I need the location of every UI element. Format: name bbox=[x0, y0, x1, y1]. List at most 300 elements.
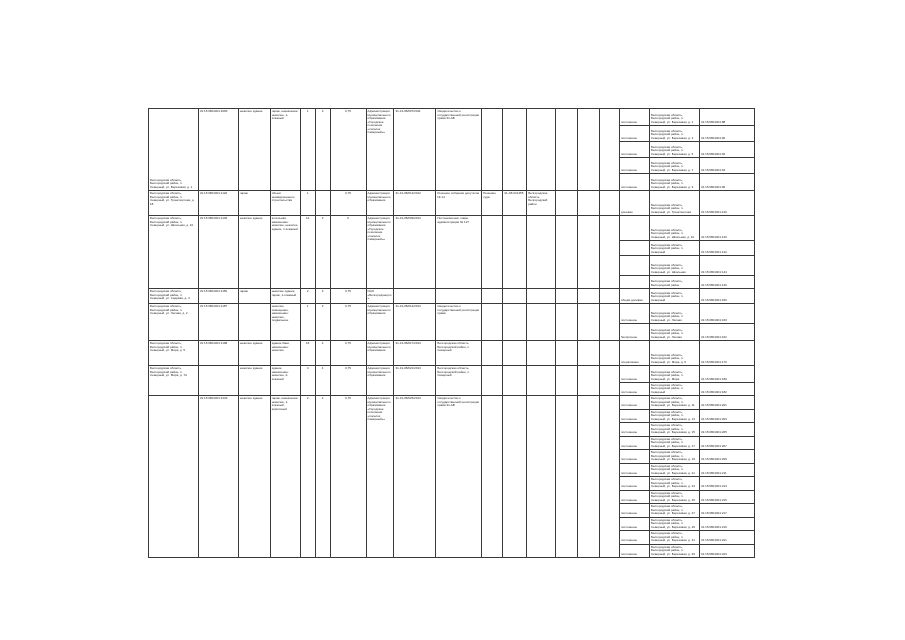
cell-text: 31:15:0801001:213 bbox=[700, 484, 727, 488]
right-type-cell bbox=[620, 491, 650, 505]
cell-text: Администрация муниципального образования «Городское поселение «поселок Северный»» bbox=[367, 109, 391, 134]
right-type-cell bbox=[620, 174, 650, 191]
cell-text: Белгородская область, Белгородский район bbox=[528, 191, 548, 206]
right-address-cell bbox=[650, 504, 700, 518]
cell-text: постоянное bbox=[620, 376, 638, 381]
cell-text: постоянное bbox=[620, 184, 638, 189]
cell-text: Белгородская область, Белгородский район, п. Северный, ул. Березовая, д. 15 bbox=[650, 423, 695, 434]
cell-text: Белгородская область, Белгородский район, п. Северный bbox=[650, 290, 684, 302]
category-cell bbox=[316, 191, 331, 216]
coefficient-cell bbox=[331, 396, 367, 558]
right-type-cell bbox=[620, 341, 650, 366]
floors-cell bbox=[301, 191, 316, 216]
holder-cell bbox=[367, 289, 395, 304]
extra-field-2-cell bbox=[503, 191, 527, 216]
right-entry bbox=[620, 531, 755, 545]
extra-field-4-cell bbox=[556, 289, 578, 304]
extra-field-3-cell bbox=[527, 396, 556, 558]
cell-text: нежилое здание bbox=[239, 341, 263, 345]
right-entry bbox=[620, 383, 755, 396]
right-type-cell bbox=[620, 256, 650, 276]
address-cell bbox=[149, 216, 199, 289]
right-type-cell bbox=[620, 304, 650, 324]
right-cadastral-cell bbox=[700, 383, 755, 396]
right-type-cell bbox=[620, 423, 650, 437]
object-type-cell bbox=[239, 304, 271, 341]
cell-text: объект незавершенного строительства bbox=[271, 191, 295, 202]
cell-text: 0,75 bbox=[345, 396, 351, 400]
right-address-cell bbox=[650, 423, 700, 437]
right-type-cell bbox=[620, 289, 650, 304]
right-type-cell bbox=[620, 545, 650, 559]
cell-text: 31:15:0801001:146 bbox=[700, 282, 727, 287]
category-cell bbox=[316, 366, 331, 396]
right-entry bbox=[620, 256, 755, 276]
cell-text: 31:15:0801001:217 bbox=[700, 511, 727, 515]
address-cell bbox=[149, 191, 199, 216]
right-cadastral-cell bbox=[700, 142, 755, 158]
basis-document-cell bbox=[436, 289, 482, 304]
right-type-cell bbox=[620, 437, 650, 451]
cell-text: 31:15:0801001:90 bbox=[700, 135, 726, 140]
cadastral-number-cell bbox=[199, 216, 239, 289]
right-address-cell bbox=[650, 410, 700, 424]
floors-cell bbox=[301, 366, 316, 396]
cell-text: 31:15:0801001:215 bbox=[700, 497, 727, 502]
right-address-cell bbox=[650, 304, 700, 324]
holder-cell bbox=[367, 341, 395, 366]
right-type-cell bbox=[620, 276, 650, 289]
cell-text: 31:15:0801001:205 bbox=[700, 430, 727, 434]
cell-text: 12 bbox=[305, 216, 310, 220]
cell-text: Белгородская область, Белгородский район, п. Северный, ул. Березовая, д. 13 bbox=[650, 409, 695, 421]
cell-text: 31:15:0801001:1120 bbox=[199, 191, 228, 195]
cadastral-number-cell bbox=[199, 191, 239, 216]
cell-text: 31:15:0801001:221 bbox=[700, 538, 727, 542]
registration-number-cell bbox=[394, 109, 436, 191]
cell-text: оперативное bbox=[620, 359, 639, 364]
coefficient-cell bbox=[331, 304, 367, 341]
right-cadastral-cell bbox=[700, 109, 755, 126]
extra-field-5-cell bbox=[578, 304, 600, 341]
extra-field-4-cell bbox=[556, 341, 578, 366]
floors-cell bbox=[301, 396, 316, 558]
rights-group bbox=[620, 216, 755, 289]
right-type-cell bbox=[620, 109, 650, 126]
extra-field-2-cell bbox=[503, 289, 527, 304]
cell-text: 31-31-08/017/2013 bbox=[395, 341, 421, 345]
right-cadastral-cell bbox=[700, 241, 755, 256]
cell-text: 31-31-08/009/2013 bbox=[395, 216, 421, 220]
cell-text: Белгородская область, Белгородский район, п. Северный, ул. Березовая, д. 17 bbox=[650, 436, 695, 448]
holder-cell bbox=[367, 304, 395, 341]
category-cell bbox=[316, 216, 331, 289]
cell-text: 31:15:0801001:209 bbox=[700, 457, 727, 461]
right-entry bbox=[620, 477, 755, 491]
basis-document-cell bbox=[436, 366, 482, 396]
holder-cell bbox=[367, 109, 395, 191]
right-entry bbox=[620, 491, 755, 505]
right-type-cell bbox=[620, 241, 650, 256]
cell-text: Белгородская область, Белгородский район, п. Северный, ул. Березовая, д. 29 bbox=[650, 517, 695, 529]
object-description-cell bbox=[271, 289, 301, 304]
cell-text: 31:15:0801001:92 bbox=[700, 151, 726, 156]
right-address-cell bbox=[650, 450, 700, 464]
cell-text: 31-АБ 021455 bbox=[504, 191, 524, 195]
right-address-cell bbox=[650, 464, 700, 478]
cell-text: 1 bbox=[306, 191, 309, 195]
right-entry bbox=[620, 142, 755, 158]
extra-field-2-cell bbox=[503, 366, 527, 396]
right-type-cell bbox=[620, 126, 650, 142]
right-entry bbox=[620, 341, 755, 366]
cell-text: постоянное bbox=[620, 497, 638, 502]
cell-text: долевая bbox=[620, 209, 633, 214]
registration-number-cell bbox=[394, 304, 436, 341]
rights-group bbox=[620, 191, 755, 216]
cell-text: постоянное bbox=[620, 551, 638, 556]
right-type-cell bbox=[620, 504, 650, 518]
cell-text: 31:15:0801001:201 bbox=[700, 403, 727, 407]
right-entry bbox=[620, 158, 755, 174]
cell-text: 31:15:0801001:142 bbox=[700, 249, 727, 254]
extra-field-2-cell bbox=[503, 396, 527, 558]
cell-text: Белгородская область, Белгородский район, п. Северный bbox=[437, 366, 470, 377]
cell-text: гараж, назначение: нежилое, 1-этажный, кирпичный bbox=[271, 396, 299, 411]
holder-cell bbox=[367, 216, 395, 289]
cell-text: Белгородская область, Белгородский район, п. Северный, ул. Транспортная bbox=[650, 202, 692, 214]
right-cadastral-cell bbox=[700, 256, 755, 276]
cell-text: нежилое здание bbox=[239, 216, 263, 220]
cell-text: Постановление главы администрации № 127 bbox=[437, 216, 470, 224]
cell-text: 31:15:0801001:160 bbox=[700, 317, 727, 322]
cell-text: 31:15:0801001:1083 bbox=[199, 109, 228, 113]
cell-text: 31:15:0801001:162 bbox=[700, 334, 727, 339]
basis-document-cell bbox=[436, 109, 482, 191]
cell-text: Белгородская область, Белгородский район, п. Северный, ул. Мира, д. 5 bbox=[150, 341, 186, 352]
cell-text: постоянное bbox=[620, 119, 638, 124]
cell-text: Белгородская область, Белгородский район, п. Северный, ул. Школьная, д. 10 bbox=[650, 227, 695, 239]
extra-field-2-cell bbox=[503, 216, 527, 289]
right-cadastral-cell bbox=[700, 304, 755, 324]
object-description-cell bbox=[271, 366, 301, 396]
right-entry bbox=[620, 304, 755, 324]
cell-text: Белгородская область, Белгородский район, п. Северный, ул. Мира bbox=[650, 369, 684, 381]
cell-text: Белгородская область, Белгородский район, п. Северный, ул. Лесная bbox=[650, 327, 684, 339]
extra-field-6-cell bbox=[600, 366, 620, 396]
cell-text: 31:15:0801001:96 bbox=[700, 184, 726, 189]
extra-field-1-cell bbox=[482, 109, 503, 191]
cell-text: здание, назначение: нежилое, 2-этажный bbox=[271, 366, 289, 381]
cell-text: Администрация муниципального образования bbox=[367, 366, 391, 377]
cell-text: Белгородская область, Белгородский район, п. Северный, ул. Березовая, д. 21 bbox=[650, 463, 695, 475]
object-description-cell bbox=[271, 304, 301, 341]
cell-text: нежилое здание, гараж, 1-этажный bbox=[271, 289, 297, 297]
right-entry bbox=[620, 545, 755, 559]
cell-text: Свидетельство о государственной регистрации права 31-АБ bbox=[437, 109, 480, 120]
extra-field-3-cell bbox=[527, 191, 556, 216]
right-entry bbox=[620, 276, 755, 289]
cell-text: 31-31-08/007/2011 bbox=[395, 109, 421, 113]
cell-text: Белгородская область, Белгородский район, п. Северный, ул. Березовая, д. 7 bbox=[650, 160, 694, 172]
right-entry bbox=[620, 191, 755, 216]
cell-text: Белгородская область, Белгородский район, п. Северный, ул. Лесная, д. 2 bbox=[150, 304, 188, 315]
table-row bbox=[149, 304, 755, 341]
extra-field-6-cell bbox=[600, 109, 620, 191]
object-type-cell bbox=[239, 366, 271, 396]
cell-text: 31-31-08/012/2012 bbox=[395, 191, 421, 195]
rights-group bbox=[620, 289, 755, 304]
cell-text: Белгородская область, Белгородский район, п. Северный, ул. Березовая, д. 9 bbox=[650, 177, 694, 189]
address-cell bbox=[149, 366, 199, 396]
object-description-cell bbox=[271, 396, 301, 558]
extra-field-3-cell bbox=[527, 216, 556, 289]
right-address-cell bbox=[650, 289, 700, 304]
right-entry bbox=[620, 518, 755, 532]
cell-text: 3 bbox=[321, 216, 324, 220]
cell-text: 16 bbox=[305, 341, 310, 345]
cell-text: Белгородская область, Белгородский район, п. Северный, ул. Березовая, д. 1 bbox=[150, 177, 193, 189]
address-cell bbox=[149, 109, 199, 191]
rights-group bbox=[620, 341, 755, 366]
cell-text: постоянное bbox=[620, 470, 638, 475]
cell-text: Администрация муниципального образования «Городское поселение «поселок Северный»» bbox=[367, 216, 391, 241]
right-type-cell bbox=[620, 518, 650, 532]
cell-text: нежилое здание bbox=[239, 366, 263, 370]
registration-number-cell bbox=[394, 216, 436, 289]
right-cadastral-cell bbox=[700, 410, 755, 424]
cell-text: 31-31-08/021/2013 bbox=[395, 366, 421, 370]
cell-text: 2 bbox=[306, 289, 309, 293]
basis-document-cell bbox=[436, 396, 482, 558]
basis-document-cell bbox=[436, 216, 482, 289]
cell-text: 31:15:0801001:180 bbox=[700, 376, 727, 381]
cell-text: Решение собрания депутатов № 14 bbox=[437, 191, 479, 199]
object-description-cell bbox=[271, 341, 301, 366]
cell-text: 4 bbox=[321, 341, 324, 345]
extra-field-1-cell bbox=[482, 396, 503, 558]
category-cell bbox=[316, 341, 331, 366]
right-address-cell bbox=[650, 126, 700, 142]
cell-text: Белгородская область, Белгородский район bbox=[650, 279, 683, 287]
cell-text: Свидетельство о государственной регистрации права 31-АВ bbox=[437, 396, 480, 407]
address-cell bbox=[149, 396, 199, 558]
right-address-cell bbox=[650, 109, 700, 126]
cell-text: Администрация муниципального образования bbox=[367, 191, 391, 202]
cell-text: 31:15:0801001:1146 bbox=[199, 216, 228, 220]
rights-group bbox=[620, 366, 755, 396]
registration-number-cell bbox=[394, 191, 436, 216]
right-address-cell bbox=[650, 383, 700, 396]
extra-field-5-cell bbox=[578, 191, 600, 216]
right-address-cell bbox=[650, 477, 700, 491]
right-address-cell bbox=[650, 216, 700, 241]
object-description-cell bbox=[271, 216, 301, 289]
floors-cell bbox=[301, 341, 316, 366]
cell-text: котельная, назначение: нежилое, нежилое здание, 1-этажный bbox=[271, 216, 298, 231]
cell-text: бессрочное bbox=[620, 334, 638, 339]
cell-text: Белгородская область, Белгородский район, п. Северный, ул. Березовая, д. 31 bbox=[650, 531, 695, 542]
cell-text: 3 bbox=[321, 109, 324, 113]
cell-text: постоянное bbox=[620, 538, 638, 542]
right-cadastral-cell bbox=[700, 216, 755, 241]
right-address-cell bbox=[650, 276, 700, 289]
basis-document-cell bbox=[436, 191, 482, 216]
right-cadastral-cell bbox=[700, 276, 755, 289]
cell-text: гараж, назначение: нежилое, 1-этажный bbox=[271, 109, 299, 120]
right-type-cell bbox=[620, 531, 650, 545]
extra-field-4-cell bbox=[556, 366, 578, 396]
extra-field-2-cell bbox=[503, 304, 527, 341]
cell-text: Белгородская область, Белгородский район, п. Северный, ул. Березовая, д. 33 bbox=[650, 544, 695, 556]
extra-field-6-cell bbox=[600, 304, 620, 341]
extra-field-6-cell bbox=[600, 289, 620, 304]
right-address-cell bbox=[650, 491, 700, 505]
right-type-cell bbox=[620, 142, 650, 158]
right-type-cell bbox=[620, 324, 650, 341]
cell-text: 31:15:0801001:144 bbox=[700, 269, 727, 274]
coefficient-cell bbox=[331, 216, 367, 289]
right-address-cell bbox=[650, 324, 700, 341]
registration-number-cell bbox=[394, 396, 436, 558]
registration-number-cell bbox=[394, 366, 436, 396]
right-entry bbox=[620, 109, 755, 126]
cell-text: 1 bbox=[306, 109, 309, 113]
right-entry bbox=[620, 366, 755, 383]
extra-field-5-cell bbox=[578, 366, 600, 396]
right-entry bbox=[620, 126, 755, 142]
coefficient-cell bbox=[331, 289, 367, 304]
cell-text: постоянное bbox=[620, 443, 638, 448]
right-address-cell bbox=[650, 174, 700, 191]
right-type-cell bbox=[620, 450, 650, 464]
right-entry bbox=[620, 450, 755, 464]
right-address-cell bbox=[650, 341, 700, 366]
right-entry bbox=[620, 241, 755, 256]
right-cadastral-cell bbox=[700, 158, 755, 174]
cell-text: 31:15:0801001:88 bbox=[700, 119, 726, 124]
basis-document-cell bbox=[436, 341, 482, 366]
registration-number-cell bbox=[394, 341, 436, 366]
floors-cell bbox=[301, 304, 316, 341]
cell-text: постоянное bbox=[620, 403, 638, 407]
property-register-table bbox=[148, 108, 755, 558]
right-cadastral-cell bbox=[700, 174, 755, 191]
registration-number-cell bbox=[394, 289, 436, 304]
cell-text: 31:15:0801001:1203 bbox=[199, 396, 228, 400]
extra-field-1-cell bbox=[482, 289, 503, 304]
right-address-cell bbox=[650, 158, 700, 174]
table-row bbox=[149, 289, 755, 304]
cell-text: 31:15:0801001:1198 bbox=[199, 341, 228, 345]
object-type-cell bbox=[239, 216, 271, 289]
cell-text: Администрация муниципального образования bbox=[367, 341, 391, 352]
right-type-cell bbox=[620, 410, 650, 424]
cell-text: постоянное bbox=[620, 151, 638, 156]
extra-field-4-cell bbox=[556, 304, 578, 341]
cell-text: постоянное bbox=[620, 389, 638, 394]
right-cadastral-cell bbox=[700, 423, 755, 437]
right-address-cell bbox=[650, 545, 700, 559]
extra-field-3-cell bbox=[527, 289, 556, 304]
cell-text: 31:15:0801001:223 bbox=[700, 551, 727, 556]
cell-text: 31:15:0801001:211 bbox=[700, 470, 727, 475]
rights-group bbox=[620, 109, 755, 191]
right-entry bbox=[620, 464, 755, 478]
cell-text: 4 bbox=[306, 366, 309, 370]
coefficient-cell bbox=[331, 191, 367, 216]
object-type-cell bbox=[239, 191, 271, 216]
extra-field-4-cell bbox=[556, 396, 578, 558]
object-type-cell bbox=[239, 396, 271, 558]
cell-text: 4 bbox=[321, 366, 324, 370]
table-row bbox=[149, 216, 755, 289]
table-row bbox=[149, 191, 755, 216]
cell-text: 0,75 bbox=[345, 341, 351, 345]
address-cell bbox=[149, 289, 199, 304]
rights-group bbox=[620, 304, 755, 341]
right-cadastral-cell bbox=[700, 491, 755, 505]
cell-text: Белгородская область, Белгородский район, п. Северный, ул. Мира, д. 5 bbox=[650, 352, 686, 364]
cell-text: Белгородская область, Белгородский район, п. Северный bbox=[650, 383, 684, 394]
extra-field-5-cell bbox=[578, 216, 600, 289]
right-cadastral-cell bbox=[700, 324, 755, 341]
extra-field-6-cell bbox=[600, 191, 620, 216]
cadastral-number-cell bbox=[199, 289, 239, 304]
cell-text: 0,75 bbox=[345, 109, 351, 113]
right-entry bbox=[620, 396, 755, 410]
cell-text: Белгородская область, Белгородский район, п. Северный bbox=[437, 341, 470, 352]
cell-text: Белгородская область, Белгородский район, п. Северный, ул. Транспортная, д. 18 bbox=[150, 191, 195, 206]
extra-field-3-cell bbox=[527, 366, 556, 396]
cell-text: Белгородская область, Белгородский район, п. Северный, ул. Березовая, д. 1 bbox=[650, 112, 694, 124]
cell-text: Белгородская область, Белгородский район, п. Северный, ул. Школьная bbox=[650, 262, 686, 274]
floors-cell bbox=[301, 109, 316, 191]
right-address-cell bbox=[650, 256, 700, 276]
cell-text: Белгородская область, Белгородский район, п. Северный, ул. Лесная bbox=[650, 310, 684, 322]
cell-text: Белгородская область, Белгородский район, п. Северный, ул. Мира, д. 7А bbox=[150, 366, 188, 377]
holder-cell bbox=[367, 191, 395, 216]
floors-cell bbox=[301, 216, 316, 289]
cadastral-number-cell bbox=[199, 341, 239, 366]
cell-text: нежилое здание bbox=[239, 109, 263, 113]
right-type-cell bbox=[620, 464, 650, 478]
right-address-cell bbox=[650, 241, 700, 256]
table-row bbox=[149, 396, 755, 558]
table-row bbox=[149, 341, 755, 366]
right-cadastral-cell bbox=[700, 289, 755, 304]
right-cadastral-cell bbox=[700, 531, 755, 545]
holder-cell bbox=[367, 366, 395, 396]
extra-field-4-cell bbox=[556, 109, 578, 191]
right-type-cell bbox=[620, 158, 650, 174]
right-cadastral-cell bbox=[700, 126, 755, 142]
cell-text: гараж bbox=[239, 191, 248, 195]
right-cadastral-cell bbox=[700, 504, 755, 518]
right-type-cell bbox=[620, 396, 650, 410]
category-cell bbox=[316, 304, 331, 341]
cell-text: 31:15:0801001:94 bbox=[700, 167, 726, 172]
right-entry bbox=[620, 437, 755, 451]
extra-field-1-cell bbox=[482, 304, 503, 341]
right-type-cell bbox=[620, 383, 650, 396]
cell-text: 31-31-08/025/2013 bbox=[395, 396, 421, 400]
cell-text: 0,75 bbox=[345, 289, 351, 293]
right-entry bbox=[620, 216, 755, 241]
coefficient-cell bbox=[331, 341, 367, 366]
right-cadastral-cell bbox=[700, 464, 755, 478]
cell-text: 31:15:0801001:207 bbox=[700, 443, 727, 448]
